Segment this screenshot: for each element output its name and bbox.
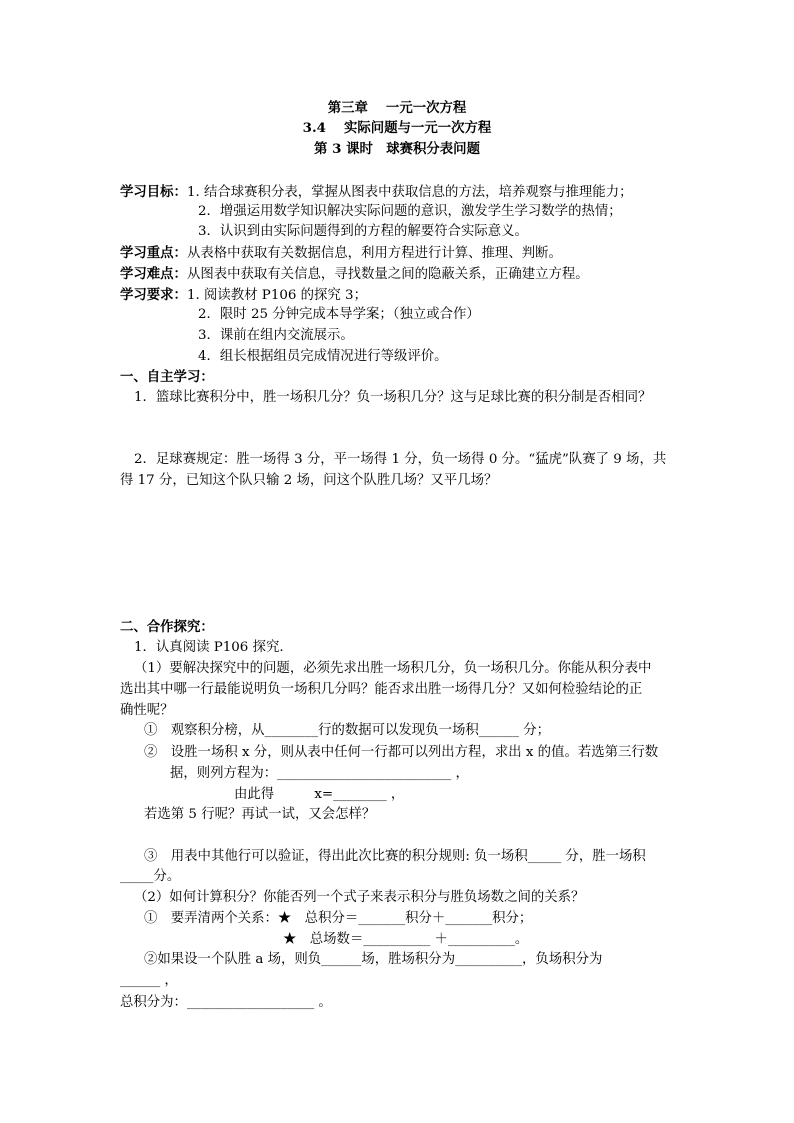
part2-d2-line-2: ______ ， [120,973,178,988]
part2-step-1: 1．认真阅读 P106 探究. [134,640,284,655]
part2-d1-line-1: ① 要弄清两个关系：★ 总积分＝_______积分＋_______积分； [144,911,533,926]
difficulty-row [120,265,589,284]
part2-p1-line-3: 确性呢？ [120,703,174,718]
part2-c1: ① 观察积分榜，从________行的数据可以发现负一场积______ 分； [144,723,550,738]
difficulty-label: 学习难点： [120,266,187,282]
part1-question-2-line-1: 2．足球赛规定：胜一场得 3 分，平一场得 1 分，负一场得 0 分。“猛虎”队赛了 9 场，共 [134,452,667,467]
requirements-item-1: 1. 阅读教材 P106 的探究 3； [186,288,367,303]
goals-item-1: 1. 结合球赛积分表，掌握从图表中获取信息的方法，培养观察与推理能力； [186,185,633,200]
focus-row [120,244,562,263]
goals-item-3: 3．认识到由实际问题得到的方程的解要符合实际意义。 [198,224,528,239]
title-chapter: 第三章 一元一次方程 [327,100,467,116]
part2-c2-line-1: ② 设胜一场积 x 分，则从表中任何一行都可以列出方程，求出 x 的值。若选第三行数 [144,745,659,760]
focus-label: 学习重点： [120,245,187,261]
title-lesson: 第 3 课时 球赛积分表问题 [314,141,480,157]
goals-item-2: 2．增强运用数学知识解决实际问题的意识，激发学生学习数学的热情； [198,204,622,219]
part1-question-1: 1．篮球比赛积分中，胜一场积几分？负一场积几分？这与足球比赛的积分制是否相同？ [134,390,652,405]
goals-row-1 [120,183,632,202]
part1-question-2-line-2: 得 17 分，已知这个队只输 2 场，问这个队胜几场？又平几场？ [120,473,498,488]
requirements-label: 学习要求： [120,287,187,303]
part2-p2: （2）如何计算积分？你能否列一个式子来表示积分与胜负场数之间的关系？ [134,890,585,905]
part2-c2-line-4: 若选第 5 行呢？再试一试，又会怎样？ [144,807,376,822]
part2-c2-line-3: 由此得 x=________ ， [234,787,405,802]
part2-p1-line-1: （1）要解决探究中的问题，必须先求出胜一场积几分，负一场积几分。你能从积分表中 [134,661,652,676]
part2-c2-line-2: 据，则列方程为：__________________________ ， [170,766,469,781]
part2-title: 二、合作探究： [120,619,214,635]
part2-d1-line-2: ★ 总场数＝__________ ＋__________。 [283,932,529,947]
difficulty-text: 从图表中获取有关信息，寻找数量之间的隐蔽关系，正确建立方程。 [186,267,589,282]
part1-title: 一、自主学习： [120,369,214,385]
requirements-row-1 [120,286,367,305]
focus-text: 从表格中获取有关数据信息，利用方程进行计算、推理、判断。 [186,246,562,261]
part2-p1-line-2: 选出其中哪一行最能说明负一场积几分吗？能否求出胜一场得几分？又如何检验结论的正 [120,682,643,697]
part2-d2-line-3: 总积分为：___________________ 。 [120,995,332,1010]
requirements-item-4: 4．组长根据组员完成情况进行等级评价。 [198,349,448,364]
part2-c3-line-1: ③ 用表中其他行可以验证，得出此次比赛的积分规则: 负一场积_____ 分，胜一场积 [144,849,646,864]
requirements-item-2: 2．限时 25 分钟完成本导学案；（独立或合作） [198,307,480,322]
title-section: 3.4 实际问题与一元一次方程 [302,120,492,136]
requirements-item-3: 3．课前在组内交流展示。 [198,328,354,343]
goals-label: 学习目标： [120,184,187,200]
part2-c3-line-2: _____分。 [120,869,181,884]
part2-d2-line-1: ②如果设一个队胜 a 场，则负______场，胜场积分为__________，负场积分为 [144,952,603,967]
